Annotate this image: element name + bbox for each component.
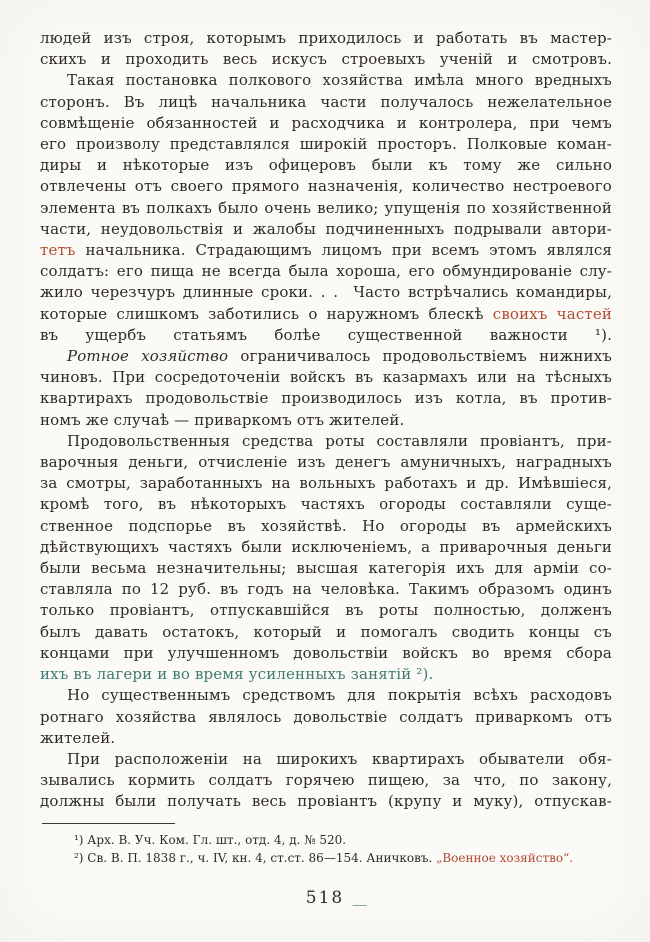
text-line: [40, 664, 612, 685]
text-line: [40, 113, 612, 134]
text-line: [40, 431, 612, 452]
text-line: [40, 282, 612, 303]
text-line: [40, 537, 612, 558]
text-line: [40, 685, 612, 706]
text-line: [40, 749, 612, 770]
text-segment: При расположеніи на широкихъ квартирахъ обыватели обя-: [67, 749, 612, 768]
text-line: [40, 643, 612, 664]
footnotes-section: [40, 832, 616, 867]
text-segment: за смотры, заработанныхъ на вольныхъ работахъ и др. Имѣвшіеся,: [40, 474, 612, 493]
text-line: [40, 622, 612, 643]
text-line: [40, 388, 612, 409]
paragraph: [40, 346, 612, 431]
text-line: [40, 410, 612, 431]
text-line: [40, 600, 612, 621]
text-segment: чиновъ. При сосредоточеніи войскъ въ казармахъ или на тѣсныхъ: [40, 368, 612, 387]
text-segment: сторонъ. Въ лицѣ начальника части получалось нежелательное: [40, 92, 612, 111]
text-line: [40, 49, 612, 70]
page-footer: [0, 888, 650, 912]
text-segment: людей изъ строя, которымъ приходилось и работать въ мастер-: [40, 29, 612, 47]
text-line: [40, 367, 612, 388]
text-line: [40, 770, 612, 791]
text-line: [40, 155, 612, 176]
footnote: [40, 850, 616, 868]
text-segment: скихъ и проходить весь искусъ строевыхъ ученій и смотровъ.: [40, 50, 612, 69]
text-segment-teal: ихъ въ лагери и во время усиленныхъ занятій ²).: [40, 665, 434, 684]
text-segment-red: своихъ частей: [492, 304, 612, 323]
text-segment: части, неудовольствія и жалобы подчиненныхъ подрывали автори-: [40, 219, 612, 238]
text-segment: были весьма незначительны; высшая категорія ихъ для арміи со-: [40, 559, 612, 578]
text-line: [40, 28, 612, 49]
paragraph: [40, 685, 612, 749]
text-segment: квартирахъ продовольствіе производилось изъ котла, въ против-: [40, 389, 612, 408]
text-line: [40, 346, 612, 367]
text-segment: элемента въ полкахъ было очень велико; упущенія по хозяйственной: [40, 198, 612, 217]
text-segment: диры и нѣкоторые изъ офицеровъ были къ тому же сильно: [40, 156, 612, 175]
text-line: [40, 728, 612, 749]
text-segment: Но существеннымъ средствомъ для покрытія всѣхъ расходовъ: [67, 686, 612, 705]
text-segment: только провіантъ, отпускавшійся въ роты полностью, долженъ: [40, 601, 612, 620]
paragraph: [40, 28, 612, 70]
text-line: [40, 134, 612, 155]
text-segment: варочныя деньги, отчисленіе изъ денегъ амуничныхъ, наградныхъ: [40, 453, 612, 472]
text-line: [40, 452, 612, 473]
page-number: 518: [305, 888, 345, 908]
text-segment: солдатъ: его пища не всегда была хороша, его обмундированіе слу-: [40, 262, 612, 281]
text-segment: его произволу представлялся широкій просторъ. Полковые коман-: [40, 135, 612, 154]
footnote: [40, 832, 616, 850]
text-line: [40, 558, 612, 579]
page-number-dash: —-: [352, 898, 367, 912]
text-line: [40, 791, 612, 812]
text-segment: ¹) Арх. В. Уч. Ком. Гл. шт., отд. 4, д. № 520.: [74, 833, 347, 847]
text-segment: ограничивалось продовольствіемъ нижнихъ: [228, 347, 612, 366]
text-segment-red: „Военное хозяйство“.: [436, 850, 574, 865]
text-segment: кромѣ того, въ нѣкоторыхъ частяхъ огороды составляли суще-: [40, 495, 612, 514]
text-segment: ротнаго хозяйства являлось довольствіе солдатъ приваркомъ отъ: [40, 707, 612, 726]
text-segment: жило черезчуръ длинные сроки. . . Часто встрѣчались командиры,: [40, 283, 612, 302]
text-segment-red: тетъ: [40, 241, 76, 260]
text-line: [40, 325, 612, 346]
text-segment: Продовольственныя средства роты составляли провіантъ, при-: [67, 431, 612, 450]
text-line: [40, 707, 612, 728]
text-segment: былъ давать остатокъ, который и помогалъ сводить концы съ: [40, 622, 612, 641]
paragraph: [40, 70, 612, 346]
text-line: [40, 494, 612, 515]
text-line: [40, 473, 612, 494]
text-line: [40, 516, 612, 537]
text-line: [40, 240, 612, 261]
text-line: [40, 176, 612, 197]
text-line: [40, 304, 612, 325]
text-segment: ственное подспорье въ хозяйствѣ. Но огороды въ армейскихъ: [40, 516, 612, 535]
text-segment: номъ же случаѣ — приваркомъ отъ жителей.: [40, 410, 405, 429]
text-line: [40, 579, 612, 600]
text-segment: которые слишкомъ заботились о наружномъ блескѣ: [40, 304, 493, 323]
page-body: [40, 28, 612, 813]
text-segment: въ ущербъ статьямъ болѣе существенной важности ¹).: [40, 325, 612, 344]
text-line: [40, 198, 612, 219]
text-line: [40, 261, 612, 282]
text-segment: совмѣщеніе обязанностей и расходчика и контролера, при чемъ: [40, 113, 612, 132]
text-segment: отвлечены отъ своего прямого назначенія, количество нестроевого: [40, 177, 612, 196]
footnote-divider: [42, 823, 175, 824]
text-segment-italic: Ротное хозяйство: [67, 347, 229, 366]
text-segment: ставляла по 12 руб. въ годъ на человѣка. Такимъ образомъ одинъ: [40, 580, 612, 599]
text-segment: зывались кормить солдатъ горячею пищею, за что, по закону,: [40, 771, 612, 790]
text-segment: ²) Св. В. П. 1838 г., ч. IV, кн. 4, ст.ст. 86—154. Аничковъ.: [74, 850, 437, 865]
text-line: [40, 219, 612, 240]
text-segment: жителей.: [40, 728, 116, 747]
text-segment: должны были получать весь провіантъ (крупу и муку), отпускав-: [40, 792, 612, 811]
text-segment: начальника. Страдающимъ лицомъ при всемъ этомъ являлся: [75, 241, 612, 260]
paragraph: [40, 749, 612, 813]
text-line: [40, 92, 612, 113]
text-segment: концами при улучшенномъ довольствіи войскъ во время сбора: [40, 643, 612, 662]
text-segment: дѣйствующихъ частяхъ были исключеніемъ, а приварочныя деньги: [40, 537, 612, 556]
text-line: [40, 70, 612, 91]
text-segment: Такая постановка полкового хозяйства имѣла много вредныхъ: [67, 71, 612, 90]
paragraph: [40, 431, 612, 685]
